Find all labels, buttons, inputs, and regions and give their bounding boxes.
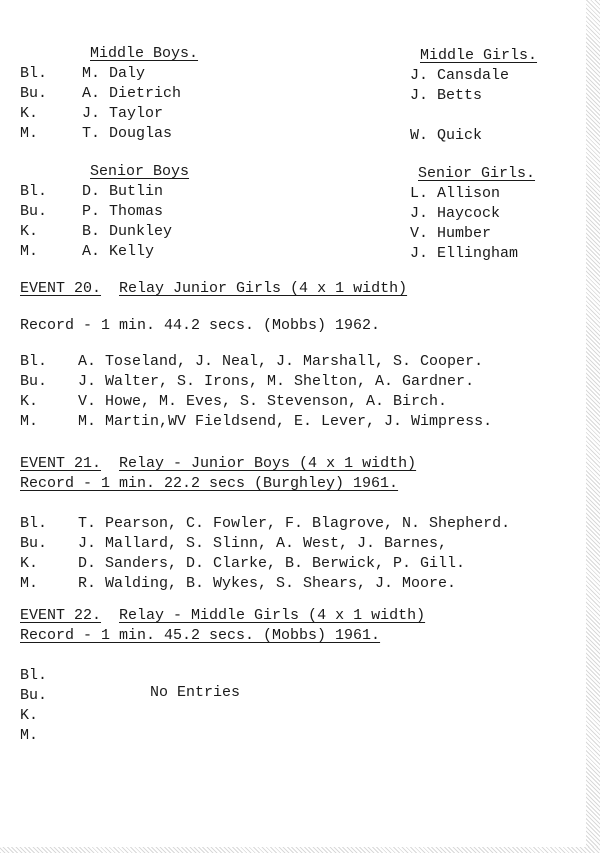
team-row: Bu. J. Mallard, S. Slinn, A. West, J. Barnes,: [20, 535, 448, 552]
event-title: Relay - Middle Girls (4 x 1 width): [119, 607, 426, 624]
event-21: [20, 454, 510, 594]
middle-boys-row: Bl. M. Daly: [20, 65, 146, 82]
middle-girls-row: J. Cansdale: [410, 67, 510, 84]
middle-boys-row: Bu. A. Dietrich: [20, 85, 182, 102]
senior-girls-section: [410, 164, 535, 264]
team-row: Bl. A. Toseland, J. Neal, J. Marshall, S. Cooper.: [20, 353, 484, 370]
senior-girls-row: J. Haycock: [410, 205, 501, 222]
senior-girls-row: L. Allison: [410, 185, 501, 202]
event-title: Relay - Junior Boys (4 x 1 width): [119, 455, 417, 472]
senior-boys-section: [20, 162, 189, 262]
senior-girls-row: V. Humber: [410, 225, 492, 242]
senior-boys-row: K. B. Dunkley: [20, 223, 173, 240]
senior-boys-row: Bl. D. Butlin: [20, 183, 164, 200]
scan-edge-bottom: [0, 847, 600, 853]
team-row: M. M. Martin,WV Fieldsend, E. Lever, J. Wimpress.: [20, 413, 493, 430]
middle-boys-section: [20, 44, 198, 144]
senior-boys-heading: Senior Boys: [90, 163, 190, 180]
house-label: Bu.: [20, 687, 48, 704]
event-number: EVENT 21.: [20, 455, 102, 472]
senior-girls-heading: Senior Girls.: [418, 165, 536, 182]
middle-girls-row: W. Quick: [410, 127, 483, 144]
middle-boys-row: K. J. Taylor: [20, 105, 164, 122]
event-22: [20, 606, 425, 746]
senior-girls-row: J. Ellingham: [410, 245, 519, 262]
middle-girls-heading: Middle Girls.: [420, 47, 538, 64]
middle-girls-section: [410, 46, 537, 146]
middle-girls-row: [410, 106, 537, 126]
event-heading: [20, 606, 425, 626]
event-record: Record - 1 min. 45.2 secs. (Mobbs) 1961.: [20, 627, 381, 644]
house-label: K.: [20, 707, 39, 724]
no-entries-note: No Entries: [150, 684, 241, 701]
event-20: [20, 279, 492, 432]
senior-boys-row: Bu. P. Thomas: [20, 203, 164, 220]
senior-boys-row: M. A. Kelly: [20, 243, 155, 260]
team-row: Bl. T. Pearson, C. Fowler, F. Blagrove, N. Shepherd.: [20, 515, 511, 532]
team-row: Bu. J. Walter, S. Irons, M. Shelton, A. Gardner.: [20, 373, 475, 390]
house-label: Bl.: [20, 667, 48, 684]
event-title: Relay Junior Girls (4 x 1 width): [119, 280, 408, 297]
scan-edge-right: [586, 0, 600, 853]
middle-girls-row: J. Betts: [410, 87, 483, 104]
event-number: EVENT 20.: [20, 280, 102, 297]
event-number: EVENT 22.: [20, 607, 102, 624]
house-label: M.: [20, 727, 39, 744]
event-heading: [20, 279, 492, 299]
team-row: K. V. Howe, M. Eves, S. Stevenson, A. Birch.: [20, 393, 448, 410]
team-row: K. D. Sanders, D. Clarke, B. Berwick, P. Gill.: [20, 555, 466, 572]
event-heading: [20, 454, 510, 474]
middle-boys-row: M. T. Douglas: [20, 125, 173, 142]
event-record: Record - 1 min. 22.2 secs (Burghley) 1961.: [20, 475, 399, 492]
team-row: M. R. Walding, B. Wykes, S. Shears, J. Moore.: [20, 575, 457, 592]
event-record: Record - 1 min. 44.2 secs. (Mobbs) 1962.: [20, 317, 381, 334]
middle-boys-heading: Middle Boys.: [90, 45, 199, 62]
